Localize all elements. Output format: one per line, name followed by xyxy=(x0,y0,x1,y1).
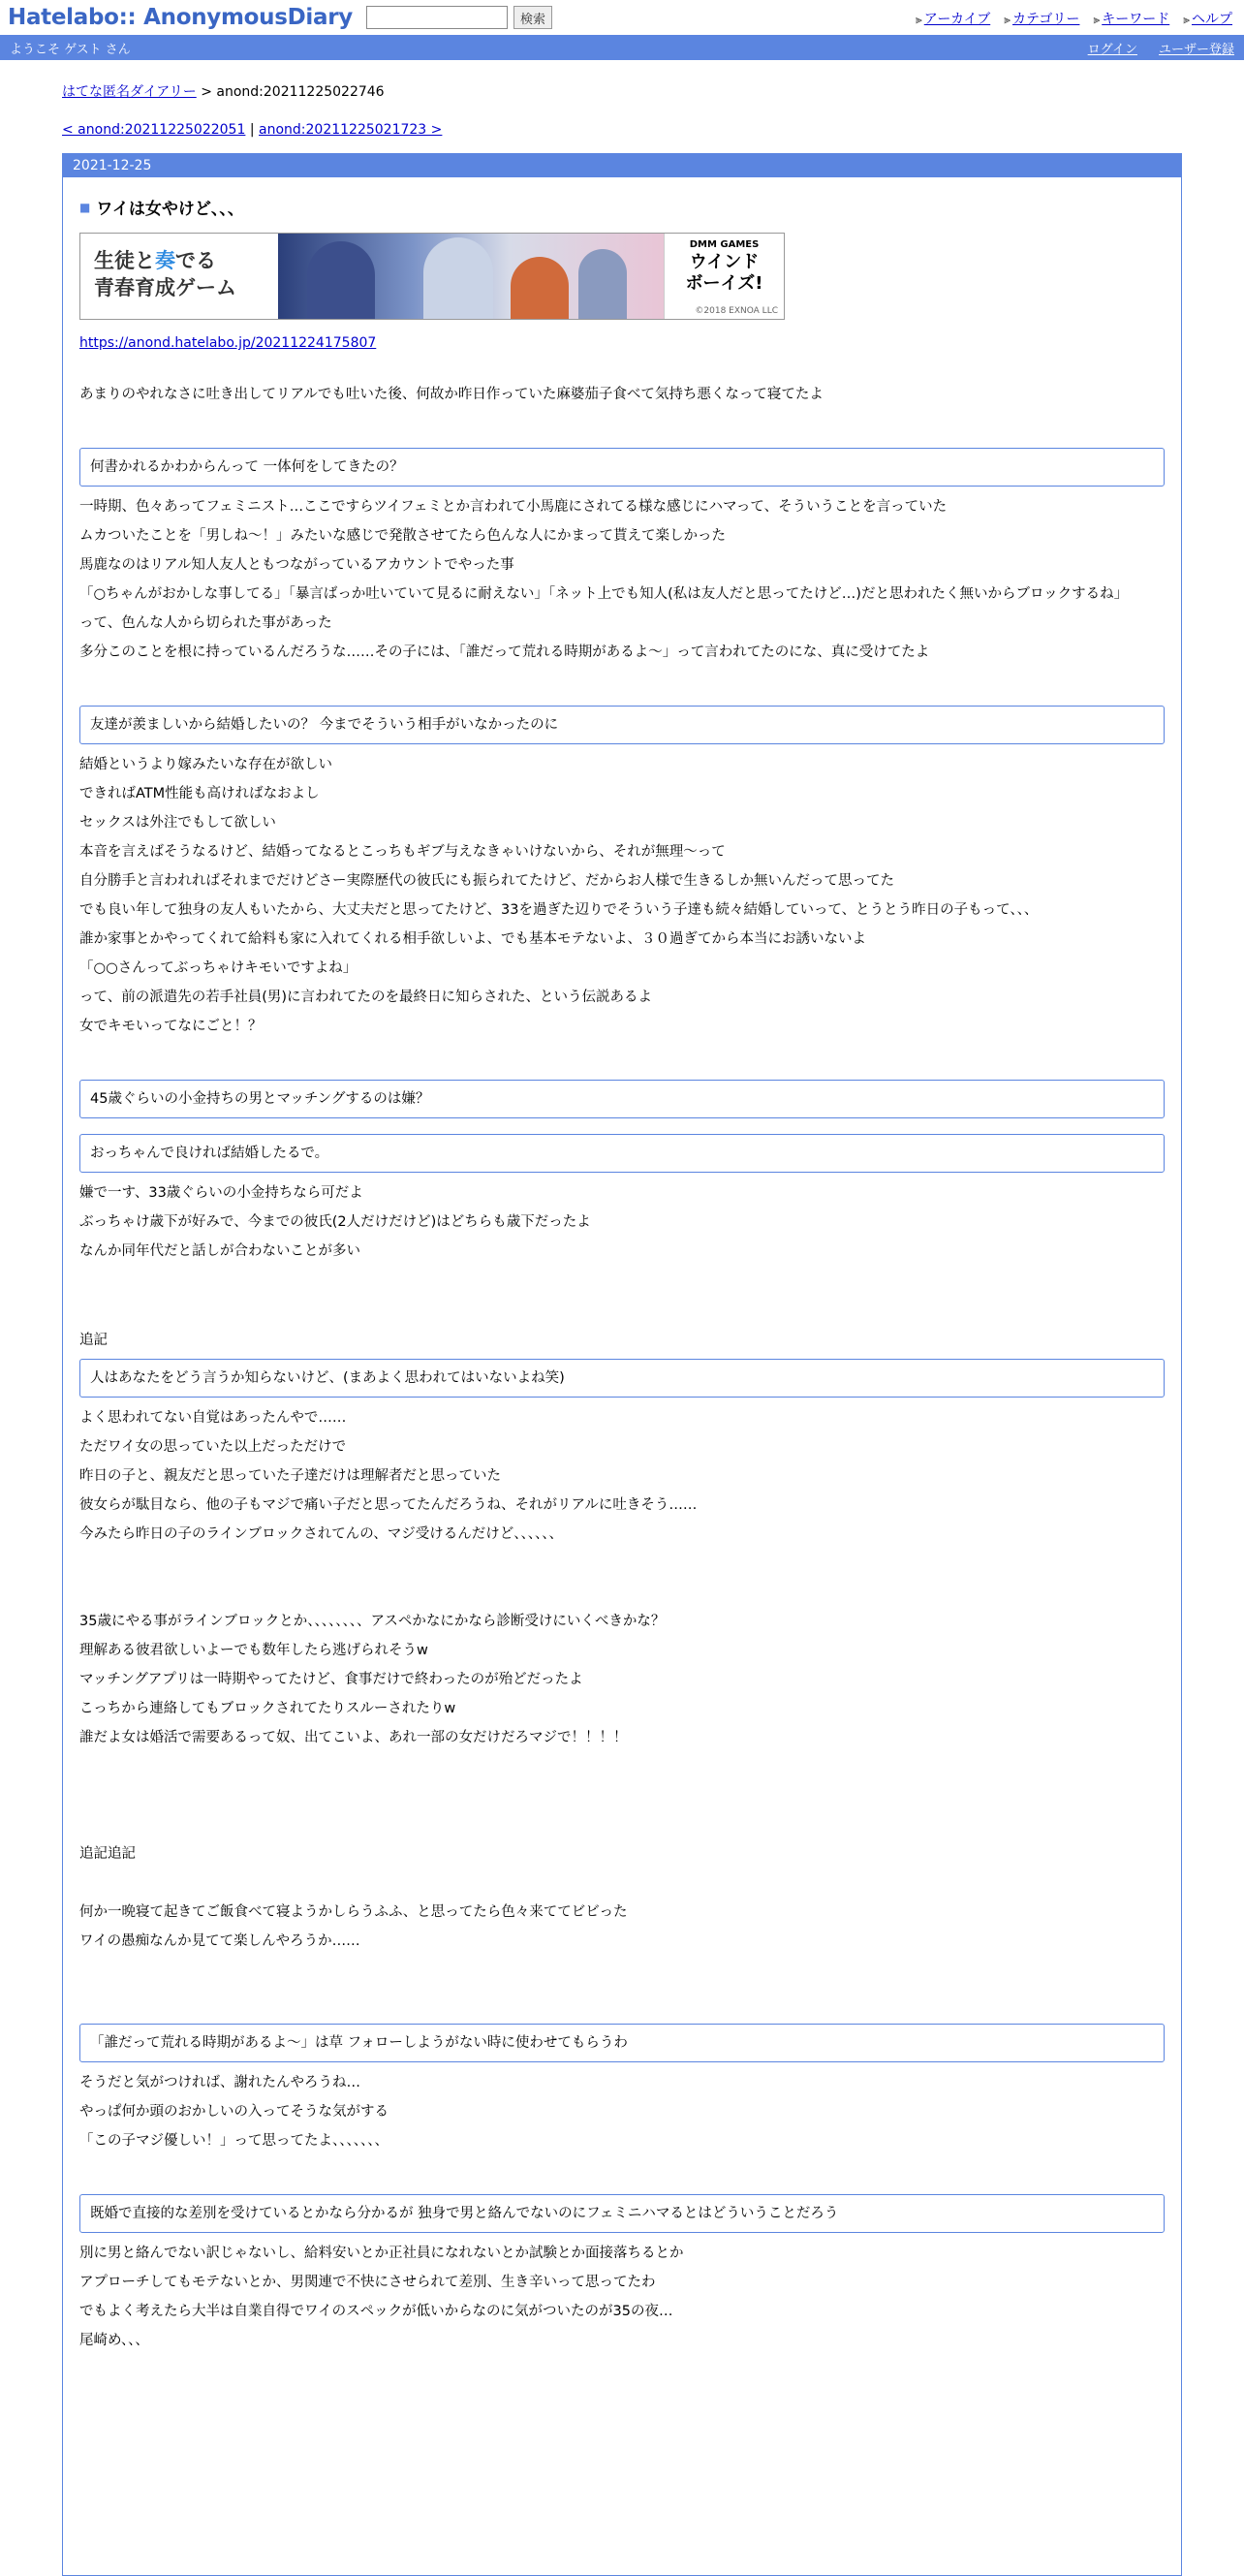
arrow-icon: ⫸ xyxy=(1183,13,1190,26)
body-text: 誰だよ女は婚活で需要あるって奴、出てこいよ、あれ一部の女だけだろマジで！！！！ xyxy=(79,1730,628,1745)
body-text: あまりのやれなさに吐き出してリアルでも吐いた後、何故か昨日作っていた麻婆茄子食べて気持ち悪くなって寝てたよ xyxy=(79,387,824,402)
entry-body xyxy=(79,351,1165,2355)
body-text: 追記 xyxy=(79,1333,108,1348)
body-text: 嫌で一す、33歳ぐらいの小金持ちなら可だよ xyxy=(79,1185,363,1201)
prev-entry-link[interactable]: < anond:20211225022051 xyxy=(62,122,246,138)
body-text: 今みたら昨日の子のラインブロックされてんの、マジ受けるんだけど、、、、、、 xyxy=(79,1526,563,1542)
ad-line1b: 奏 xyxy=(155,249,175,272)
next-entry-link[interactable]: anond:20211225021723 > xyxy=(259,122,443,138)
body-text: なんか同年代だと話しが合わないことが多い xyxy=(79,1243,360,1259)
ad-logo xyxy=(664,234,784,319)
quote-block: 何書かれるかわからんって 一体何をしてきたの？ xyxy=(79,448,1165,487)
body-text: 追記追記 xyxy=(79,1846,136,1862)
pager-separator: | xyxy=(245,122,260,138)
ad-line2: 青春育成ゲーム xyxy=(94,276,236,299)
body-text: 昨日の子と、親友だと思っていた子達だけは理解者だと思っていた xyxy=(79,1468,501,1484)
breadcrumb xyxy=(62,81,1182,101)
body-text: やっぱ何か頭のおかしいの入ってそうな気がする xyxy=(79,2104,389,2120)
ad-game-title: ウインド ボーイズ! xyxy=(685,252,763,294)
arrow-icon: ⫸ xyxy=(1004,13,1011,26)
entry-section xyxy=(63,195,1181,2355)
ad-line1a: 生徒と xyxy=(94,249,155,272)
body-text: 何か一晩寝て起きてご飯食べて寝ようかしらうふふ、と思ってたら色々来ててビビった xyxy=(79,1904,628,1920)
body-text: ムカついたことを「男しね～！」みたいな感じで発散させてたら色んな人にかまって貰えて楽しかった xyxy=(79,528,726,544)
top-banner xyxy=(0,0,1244,35)
body-text: 女でキモいってなにごと！？ xyxy=(79,1019,263,1034)
square-icon[interactable]: ■ xyxy=(79,200,91,214)
body-text: 35歳にやる事がラインブロックとか、、、、、、、、アスペかなにかなら診断受けにいくべきかな？ xyxy=(79,1614,666,1629)
body-text: 「この子マジ優しい！」って思ってたよ、、、、、、、 xyxy=(79,2133,389,2149)
body-text: 自分勝手と言われればそれまでだけどさー実際歴代の彼氏にも振られてたけど、だからお人様で生きるしか無いんだって思ってた xyxy=(79,873,894,889)
ad-text xyxy=(80,234,278,319)
body-text: マッチングアプリは一時期やってたけど、食事だけで終わったのが殆どだったよ xyxy=(79,1672,583,1687)
body-text: 一時期、色々あってフェミニスト…ここですらツイフェミとか言われて小馬鹿にされてる様な感じにハマって、そういうことを言っていた xyxy=(79,499,948,515)
breadcrumb-separator: > xyxy=(196,84,217,100)
quote-block: おっちゃんで良ければ結婚したるで。 xyxy=(79,1134,1165,1173)
body-text: 別に男と絡んでない訳じゃないし、給料安いとか正社員になれないとか試験とか面接落ちるとか xyxy=(79,2246,684,2261)
quote-block: 既婚で直接的な差別を受けているとかなら分かるが 独身で男と絡んでないのにフェミニハマるとはどういうことだろう xyxy=(79,2194,1165,2233)
body-text: でも良い年して独身の友人もいたから、大丈夫だと思ってたけど、33を過ぎた辺りでそういう子達も続々結婚していって、とうとう昨日の子もって、、、 xyxy=(79,902,1039,918)
arrow-icon: ⫸ xyxy=(1093,13,1101,26)
site-logo[interactable]: Hatelabo:: AnonymousDiary xyxy=(8,5,353,30)
search-button[interactable]: 検索 xyxy=(513,6,552,29)
quote-block: 「誰だって荒れる時期があるよ～」は草 フォローしようがない時に使わせてもらうわ xyxy=(79,2024,1165,2062)
search-input[interactable] xyxy=(366,6,508,29)
nav-keyword-link[interactable]: キーワード xyxy=(1102,12,1170,27)
body-text: こっちから連絡してもブロックされてたりスルーされたりw xyxy=(79,1701,456,1716)
body-text: って、前の派遣先の若手社員(男)に言われてたのを最終日に知らされた、という伝説あるよ xyxy=(79,990,653,1005)
top-nav xyxy=(916,9,1232,28)
body-text: 結婚というより嫁みたいな存在が欲しい xyxy=(79,757,332,772)
body-text: ぶっちゃけ歳下が好みで、今までの彼氏(2人だけだけど)はどちらも歳下だったよ xyxy=(79,1214,591,1230)
main-content xyxy=(0,81,1244,2576)
body-text: できればATM性能も高ければなおよし xyxy=(79,786,320,801)
ad-brand: DMM GAMES xyxy=(689,239,760,250)
body-text: 「○○さんってぶっちゃけキモいですよね」 xyxy=(79,960,358,976)
quote-block: 友達が羨ましいから結婚したいの？ 今までそういう相手がいなかったのに xyxy=(79,706,1165,744)
body-text: そうだと気がつければ、謝れたんやろうね… xyxy=(79,2075,360,2090)
body-text: アプローチしてもモテないとか、男関連で不快にさせられて差別、生き辛いって思ってたわ xyxy=(79,2275,656,2290)
nav-help-link[interactable]: ヘルプ xyxy=(1192,12,1232,27)
body-text: セックスは外注でもして欲しい xyxy=(79,815,276,831)
source-link-row xyxy=(79,335,1165,351)
entry-title-text: ワイは女やけど、、、 xyxy=(96,200,244,219)
entry-title xyxy=(79,195,1165,219)
quote-block: 45歳ぐらいの小金持ちの男とマッチングするのは嫌？ xyxy=(79,1080,1165,1118)
nav-archive-link[interactable]: アーカイブ xyxy=(923,12,991,27)
breadcrumb-root-link[interactable]: はてな匿名ダイアリー xyxy=(62,84,197,100)
body-text: 「○ちゃんがおかしな事してる」「暴言ばっか吐いていて見るに耐えない」「ネット上でも知人(私は友人だと思ってたけど…)だと思われたく無いからブロックするね」 xyxy=(79,586,1129,602)
quote-block: 人はあなたをどう言うか知らないけど、(まあよく思われてはいないよね笑) xyxy=(79,1359,1165,1398)
body-text: 尾崎め、、、 xyxy=(79,2333,149,2348)
source-link[interactable]: https://anond.hatelabo.jp/20211224175807 xyxy=(79,335,377,351)
login-link[interactable]: ログイン xyxy=(1087,42,1137,57)
body-text: 本音を言えばそうなるけど、結婚ってなるとこっちもギブ与えなきゃいけないから、それが無理～って xyxy=(79,844,726,860)
register-link[interactable]: ユーザー登録 xyxy=(1158,42,1234,57)
ad-line1c: でる xyxy=(175,249,216,272)
body-text: ただワイ女の思っていた以上だっただけで xyxy=(79,1439,347,1455)
body-text: 理解ある彼君欲しいよーでも数年したら逃げられそうw xyxy=(79,1643,428,1658)
body-text: って、色んな人から切られた事があった xyxy=(79,615,332,631)
body-text: でもよく考えたら大半は自業自得でワイのスペックが低いからなのに気がついたのが35の夜… xyxy=(79,2304,673,2319)
body-text: 彼女らが駄目なら、他の子もマジで痛い子だと思ってたんだろうね、それがリアルに吐きそう…… xyxy=(79,1497,698,1513)
day-section xyxy=(62,153,1182,2576)
user-bar xyxy=(0,35,1244,60)
welcome-text: ようこそ ゲスト さん xyxy=(10,42,131,57)
body-text: ワイの愚痴なんか見てて楽しんやろうか…… xyxy=(79,1933,360,1949)
pager xyxy=(62,122,1182,138)
day-date: 2021-12-25 xyxy=(63,154,1181,177)
body-text: 誰か家事とかやってくれて給料も家に入れてくれる相手欲しいよ、でも基本モテないよ、３０過ぎてから本当にお誘いないよ xyxy=(79,931,866,947)
nav-category-link[interactable]: カテゴリー xyxy=(1011,12,1080,27)
ad-banner[interactable] xyxy=(79,233,785,320)
ad-copyright: ©2018 EXNOA LLC xyxy=(695,306,778,316)
body-text: 馬鹿なのはリアル知人友人ともつながっているアカウントでやった事 xyxy=(79,557,514,573)
ad-artwork xyxy=(278,234,664,319)
body-text: 多分このことを根に持っているんだろうな……その子には、「誰だって荒れる時期があるよ～」って言われてたのにな、真に受けてたよ xyxy=(79,644,930,660)
breadcrumb-current: anond:20211225022746 xyxy=(216,84,385,100)
arrow-icon: ⫸ xyxy=(915,13,922,26)
body-text: よく思われてない自覚はあったんやで…… xyxy=(79,1410,347,1426)
